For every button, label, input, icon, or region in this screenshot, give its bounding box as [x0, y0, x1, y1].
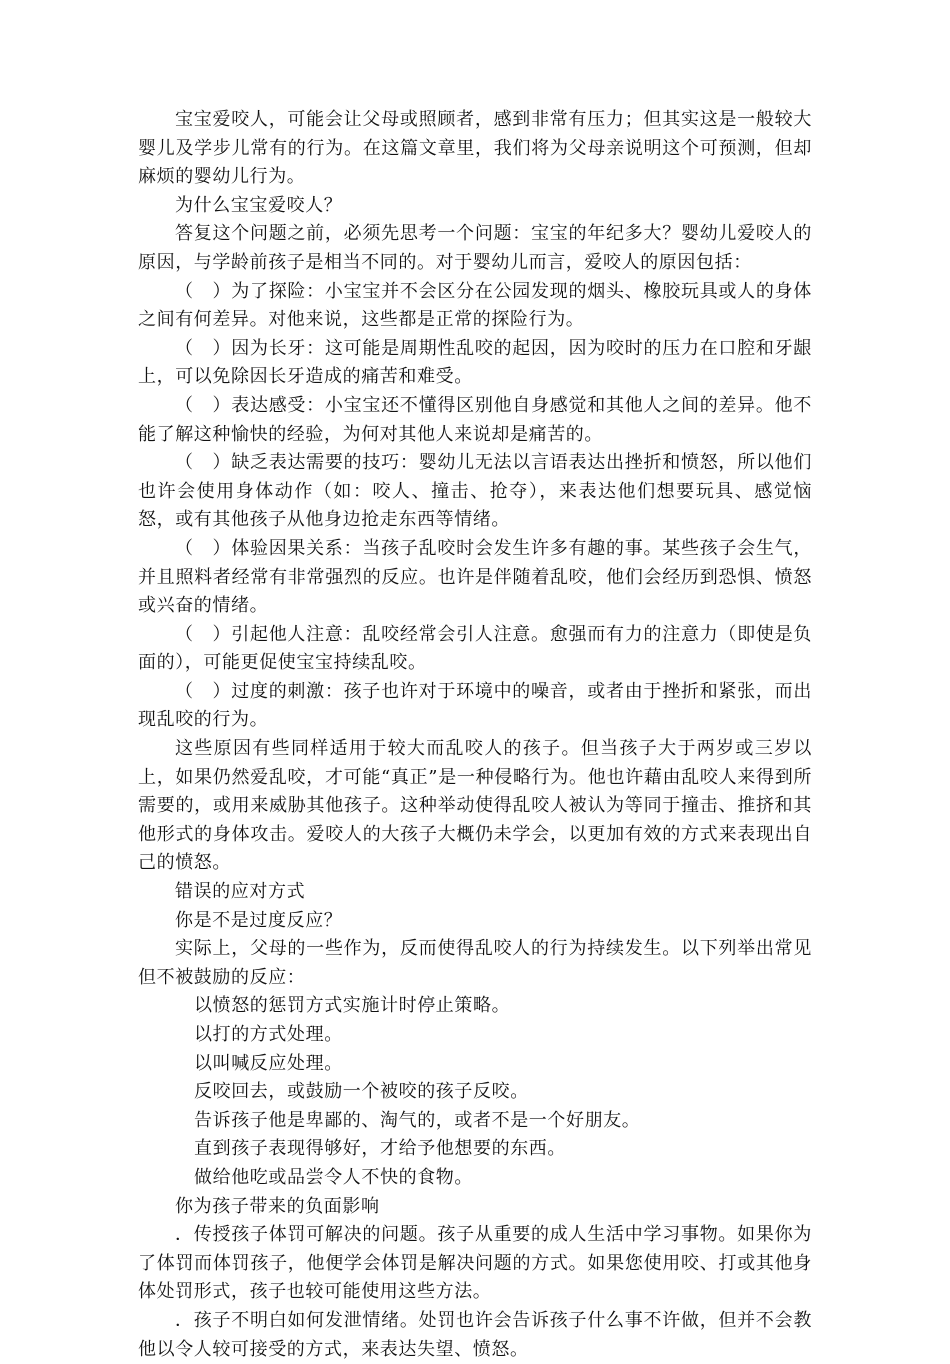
reason-cause-effect: （ ）体验因果关系：当孩子乱咬时会发生许多有趣的事。某些孩子会生气，并且照料者经常有非常强烈的反应。也许是伴随着乱咬，他们会经历到恐惧、愤怒或兴奋的情绪。 — [138, 537, 812, 617]
list-item: 告诉孩子他是卑鄙的、淘气的，或者不是一个好朋友。 — [194, 1109, 641, 1131]
answer-paragraph: 答复这个问题之前，必须先思考一个问题：宝宝的年纪多大？婴幼儿爱咬人的原因，与学龄前孩子是相当不同的。对于婴幼儿而言，爱咬人的原因包括： — [138, 223, 812, 273]
reason-explore: （ ）为了探险：小宝宝并不会区分在公园发现的烟头、橡胶玩具或人的身体之间有何差异。对他来说，这些都是正常的探险行为。 — [138, 280, 812, 331]
effect-paragraph: ．孩子不明白如何发泄情绪。处罚也许会告诉孩子什么事不许做，但并不会教他以令人较可接受的方式，来表达失望、愤怒。 — [138, 1309, 812, 1360]
effect-paragraph: ．传授孩子体罚可解决的问题。孩子从重要的成人生活中学习事物。如果你为了体罚而体罚孩子，他便学会体罚是解决问题的方式。如果您使用咬、打或其他身体处罚形式，孩子也较可能使用这些方法。 — [138, 1224, 812, 1303]
document-body — [138, 106, 812, 1364]
intro-paragraph: 宝宝爱咬人，可能会让父母或照顾者，感到非常有压力；但其实这是一般较大婴儿及学步儿常有的行为。在这篇文章里，我们将为父母亲说明这个可预测，但却麻烦的婴幼儿行为。 — [138, 109, 812, 188]
list-item: 做给他吃或品尝令人不快的食物。 — [194, 1166, 473, 1188]
list-item: 直到孩子表现得够好，才给予他想要的东西。 — [194, 1138, 566, 1160]
parents-actions-paragraph: 实际上，父母的一些作为，反而使得乱咬人的行为持续发生。以下列举出常见但不被鼓励的反应： — [138, 938, 812, 988]
list-item: 以愤怒的惩罚方式实施计时停止策略。 — [194, 995, 511, 1017]
section-heading-wrong-responses: 错误的应对方式 — [175, 881, 306, 903]
reason-overstimulation: （ ）过度的刺激：孩子也许对于环境中的噪音，或者由于挫折和紧张，而出现乱咬的行为。 — [138, 680, 812, 731]
section-heading-why-bite: 为什么宝宝爱咬人？ — [175, 194, 343, 216]
list-item: 反咬回去，或鼓励一个被咬的孩子反咬。 — [194, 1081, 529, 1103]
reason-teething: （ ）因为长牙：这可能是周期性乱咬的起因，因为咬时的压力在口腔和牙龈上，可以免除因长牙造成的痛苦和难受。 — [138, 337, 812, 388]
section-heading-overreact: 你是不是过度反应？ — [175, 909, 343, 931]
list-item: 以打的方式处理。 — [194, 1024, 343, 1045]
section-heading-negative-effects: 你为孩子带来的负面影响 — [175, 1195, 380, 1217]
reason-express-feelings: （ ）表达感受：小宝宝还不懂得区别他自身感觉和其他人之间的差异。他不能了解这种愉快的经验，为何对其他人来说却是痛苦的。 — [138, 394, 812, 445]
older-children-paragraph: 这些原因有些同样适用于较大而乱咬人的孩子。但当孩子大于两岁或三岁以上，如果仍然爱乱咬，才可能“真正”是一种侵略行为。他也许藉由乱咬人来得到所需要的，或用来威胁其他孩子。这种举动使得乱咬人被认为等同于撞击、推挤和其他形式的身体攻击。爱咬人的大孩子大概仍未学会，以更加有效的方式来表现出自己的愤怒。 — [138, 738, 812, 874]
reason-lack-skills: （ ）缺乏表达需要的技巧：婴幼儿无法以言语表达出挫折和愤怒，所以他们也许会使用身体动作（如：咬人、撞击、抢夺），来表达他们想要玩具、感觉恼怒，或有其他孩子从他身边抢走东西等情绪。 — [138, 452, 812, 531]
list-item: 以叫喊反应处理。 — [194, 1052, 343, 1074]
reason-attention: （ ）引起他人注意：乱咬经常会引人注意。愈强而有力的注意力（即使是负面的），可能更促使宝宝持续乱咬。 — [138, 623, 812, 674]
